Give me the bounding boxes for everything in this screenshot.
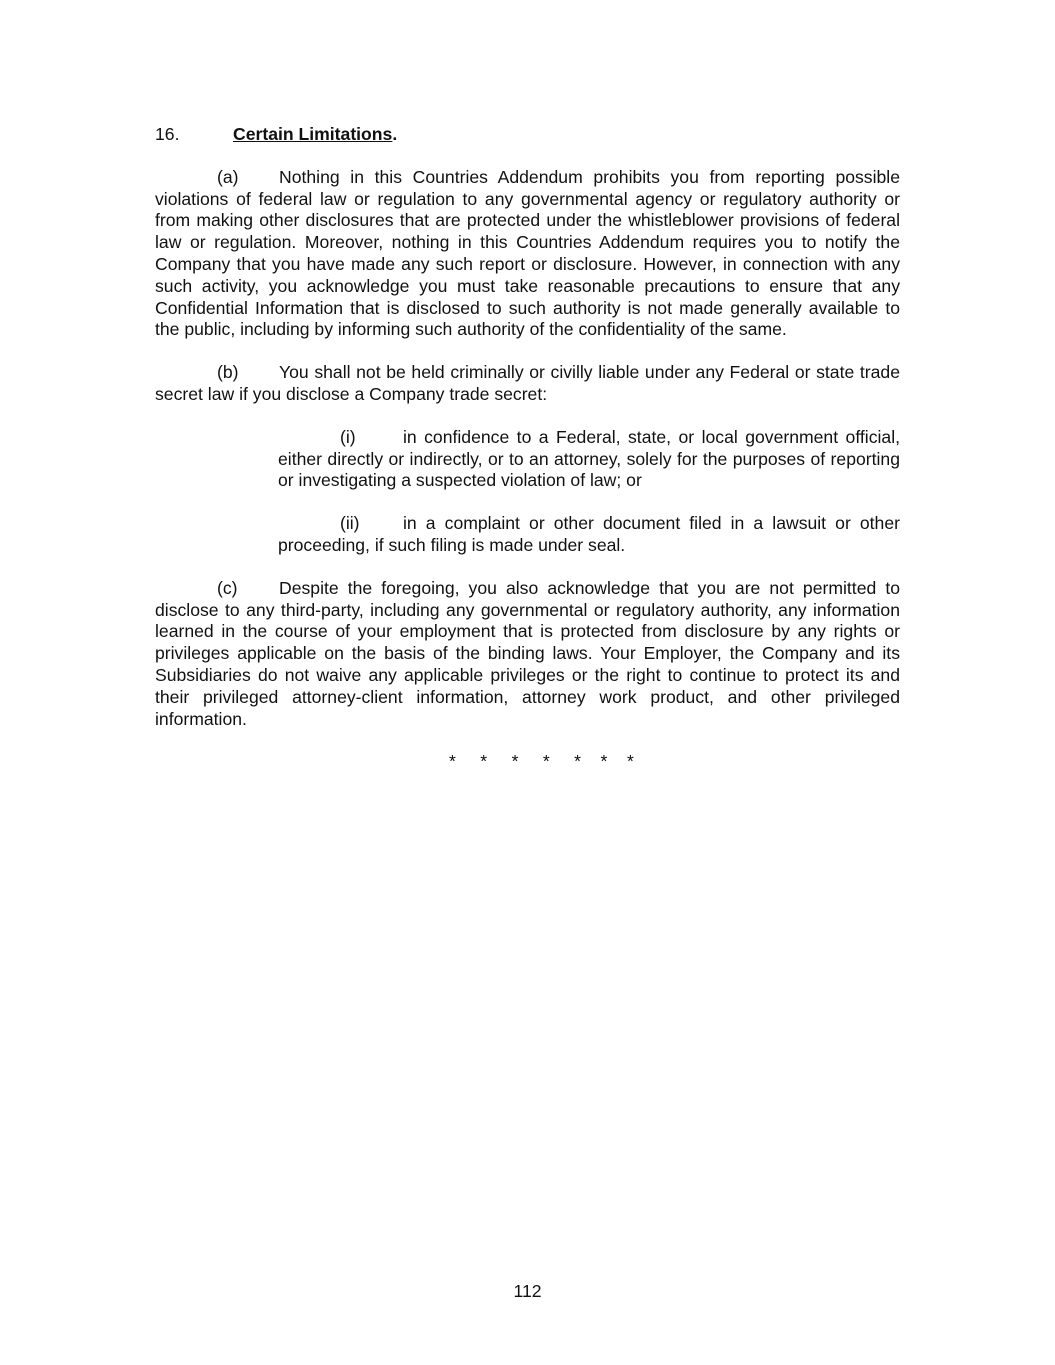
section-heading: [155, 124, 900, 146]
paragraph-c-text: Despite the foregoing, you also acknowledge that you are not permitted to disclose to any third-party, including any governmental or regulatory authority, any information learned in the course of your employment that is protected from disclosure by any rights or privileges applicable on the basis of the binding laws. Your Employer, the Company and its Subsidiaries do not waive any applicable privileges or the right to continue to protect its and their privileged attorney-client information, attorney work product, and other privileged information.: [155, 577, 900, 729]
document-body: [155, 124, 900, 773]
paragraph-b-label: (b): [217, 362, 239, 383]
subparagraph-ii: [278, 513, 900, 557]
subparagraph-i: [278, 427, 900, 492]
subparagraph-i-text: in confidence to a Federal, state, or local government official, either directly or indirectly, or to an attorney, solely for the purposes of reporting or investigating a suspected violation of law; or: [278, 426, 900, 491]
page-number: 112: [513, 1281, 542, 1301]
subparagraph-ii-label: (ii): [340, 513, 360, 534]
section-separator: * * * * * * *: [449, 751, 634, 772]
paragraph-a-label: (a): [217, 166, 239, 187]
paragraph-c: [155, 578, 900, 731]
paragraph-a-text: Nothing in this Countries Addendum prohibits you from reporting possible violations of federal law or regulation to any governmental agency or regulatory authority or from making other disclosures that are protected under the whistleblower provisions of federal law or regulation. Moreover, nothing in this Countries Addendum requires you to notify the Company that you have made any such report or disclosure. However, in connection with any such activity, you acknowledge you must take reasonable precautions to ensure that any Confidential Information that is disclosed to such authority is not made generally available to the public, including by informing such authority of the confidentiality of the same.: [155, 166, 900, 340]
paragraph-c-label: (c): [217, 577, 238, 598]
section-number: 16.: [155, 124, 180, 144]
paragraph-a: [155, 167, 900, 341]
paragraph-b: [155, 362, 900, 406]
subparagraph-ii-text: in a complaint or other document filed in a lawsuit or other proceeding, if such filing is made under seal.: [278, 513, 900, 555]
subparagraph-i-label: (i): [340, 426, 356, 447]
section-title-period: .: [392, 124, 398, 144]
section-title: Certain Limitations: [233, 124, 393, 144]
paragraph-b-text: You shall not be held criminally or civilly liable under any Federal or state trade secret law if you disclose a Company trade secret:: [155, 362, 900, 404]
